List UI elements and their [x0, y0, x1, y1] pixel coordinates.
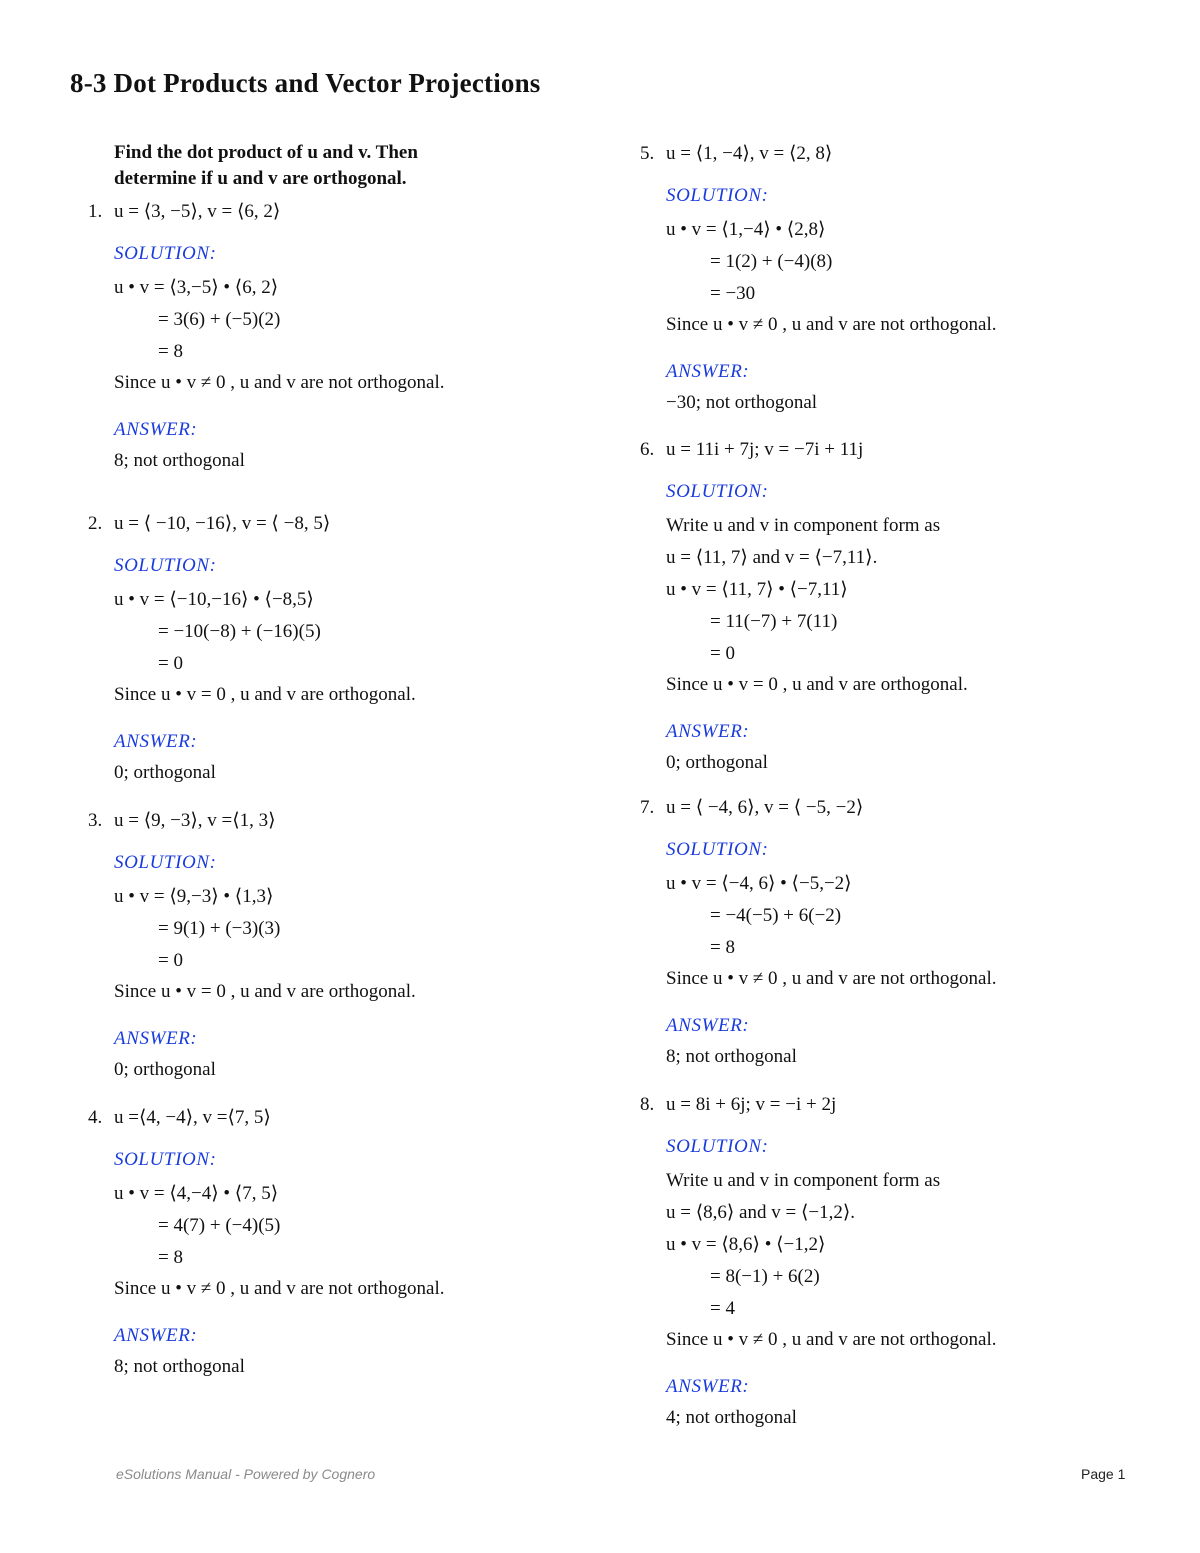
solution-step: = 0	[158, 950, 183, 971]
problem-1	[88, 198, 445, 476]
problem-statement	[640, 794, 997, 822]
problem-number: 5.	[640, 143, 655, 164]
problem-vectors: u = ⟨1, −4⟩, v = ⟨2, 8⟩	[666, 143, 833, 164]
conclusion: Since u • v = 0 , u and v are orthogonal.	[114, 684, 416, 705]
problem-body	[114, 552, 416, 788]
problem-number: 6.	[640, 439, 655, 460]
problem-7	[640, 794, 997, 1072]
answer-label: ANSWER:	[666, 1376, 750, 1397]
problem-body	[114, 1146, 445, 1382]
answer-text: 0; orthogonal	[666, 752, 768, 773]
answer-label: ANSWER:	[114, 1028, 198, 1049]
problem-number: 1.	[88, 201, 103, 222]
solution-step: = 8	[710, 937, 735, 958]
solution-step: u • v = ⟨11, 7⟩ • ⟨−7,11⟩	[666, 579, 848, 600]
solution-step: u • v = ⟨−10,−16⟩ • ⟨−8,5⟩	[114, 589, 314, 610]
problem-statement	[640, 1091, 997, 1119]
solution-step: = 8(−1) + 6(2)	[710, 1266, 820, 1287]
answer-label: ANSWER:	[666, 1015, 750, 1036]
page-title: 8-3 Dot Products and Vector Projections	[70, 68, 541, 98]
problem-vectors: u =⟨4, −4⟩, v =⟨7, 5⟩	[114, 1107, 271, 1128]
solution-step: u • v = ⟨−4, 6⟩ • ⟨−5,−2⟩	[666, 873, 852, 894]
solution-step: = 4	[710, 1298, 735, 1319]
answer-text: 8; not orthogonal	[666, 1046, 797, 1067]
answer-label: ANSWER:	[666, 361, 750, 382]
problem-6	[640, 436, 968, 778]
answer-text: −30; not orthogonal	[666, 392, 818, 413]
solution-step: u • v = ⟨4,−4⟩ • ⟨7, 5⟩	[114, 1183, 279, 1204]
instructions: Find the dot product of u and v. Then determine if u and v are orthogonal.	[114, 142, 418, 189]
problem-body	[114, 240, 445, 476]
solution-step: = 8	[158, 341, 183, 362]
solution-step: = 9(1) + (−3)(3)	[158, 918, 281, 939]
problem-statement	[640, 436, 968, 464]
answer-label: ANSWER:	[114, 1325, 198, 1346]
solution-step: = −10(−8) + (−16)(5)	[158, 621, 321, 642]
component-form-line: Write u and v in component form as	[666, 515, 941, 536]
solution-step: u • v = ⟨3,−5⟩ • ⟨6, 2⟩	[114, 277, 279, 298]
problem-3	[88, 807, 416, 1085]
answer-text: 8; not orthogonal	[114, 450, 245, 471]
solution-step: = −30	[710, 283, 756, 304]
conclusion: Since u • v = 0 , u and v are orthogonal.	[114, 981, 416, 1002]
solution-step: = 8	[158, 1247, 183, 1268]
problem-body	[666, 1133, 997, 1433]
solution-step: u • v = ⟨1,−4⟩ • ⟨2,8⟩	[666, 219, 826, 240]
solution-step: = 3(6) + (−5)(2)	[158, 309, 281, 330]
problem-vectors: u = ⟨3, −5⟩, v = ⟨6, 2⟩	[114, 201, 281, 222]
solution-step: u • v = ⟨9,−3⟩ • ⟨1,3⟩	[114, 886, 274, 907]
problem-5	[640, 140, 997, 418]
component-form-line: Write u and v in component form as	[666, 1170, 941, 1191]
answer-text: 8; not orthogonal	[114, 1356, 245, 1377]
solution-step: u • v = ⟨8,6⟩ • ⟨−1,2⟩	[666, 1234, 826, 1255]
left-column	[88, 140, 608, 1377]
conclusion: Since u • v ≠ 0 , u and v are not orthogonal.	[114, 1278, 445, 1299]
conclusion: Since u • v ≠ 0 , u and v are not orthogonal.	[666, 314, 997, 335]
answer-text: 0; orthogonal	[114, 762, 216, 783]
problem-statement	[640, 140, 997, 168]
problem-number: 7.	[640, 797, 655, 818]
problem-statement	[88, 1104, 445, 1132]
problem-4	[88, 1104, 445, 1382]
component-form-line: u = ⟨11, 7⟩ and v = ⟨−7,11⟩.	[666, 547, 878, 568]
solution-label: SOLUTION:	[114, 1149, 217, 1170]
problem-number: 3.	[88, 810, 103, 831]
solution-label: SOLUTION:	[666, 185, 769, 206]
conclusion: Since u • v ≠ 0 , u and v are not orthogonal.	[666, 968, 997, 989]
problem-body	[666, 182, 997, 418]
solution-label: SOLUTION:	[114, 243, 217, 264]
problem-2	[88, 510, 416, 788]
problem-statement	[88, 807, 416, 835]
solution-label: SOLUTION:	[666, 839, 769, 860]
solution-step: = 11(−7) + 7(11)	[710, 611, 838, 632]
solution-step: = 1(2) + (−4)(8)	[710, 251, 833, 272]
problem-body	[114, 849, 416, 1085]
footer-credit: eSolutions Manual - Powered by Cognero	[116, 1466, 376, 1482]
solution-step: = 0	[710, 643, 735, 664]
problem-body	[666, 478, 968, 778]
problem-statement	[88, 510, 416, 538]
problem-body	[666, 836, 997, 1072]
solution-label: SOLUTION:	[114, 555, 217, 576]
solution-step: = −4(−5) + 6(−2)	[710, 905, 842, 926]
problem-vectors: u = ⟨ −10, −16⟩, v = ⟨ −8, 5⟩	[114, 513, 331, 534]
problem-number: 2.	[88, 513, 103, 534]
answer-text: 0; orthogonal	[114, 1059, 216, 1080]
solution-label: SOLUTION:	[114, 852, 217, 873]
answer-text: 4; not orthogonal	[666, 1407, 797, 1428]
answer-label: ANSWER:	[114, 731, 198, 752]
problem-vectors: u = ⟨ −4, 6⟩, v = ⟨ −5, −2⟩	[666, 797, 864, 818]
problem-8	[640, 1091, 997, 1433]
problem-number: 8.	[640, 1094, 655, 1115]
component-form-line: u = ⟨8,6⟩ and v = ⟨−1,2⟩.	[666, 1202, 855, 1223]
problem-vectors: u = 11i + 7j; v = −7i + 11j	[666, 439, 864, 460]
solution-label: SOLUTION:	[666, 1136, 769, 1157]
solution-step: = 0	[158, 653, 183, 674]
conclusion: Since u • v ≠ 0 , u and v are not orthogonal.	[114, 372, 445, 393]
answer-label: ANSWER:	[666, 721, 750, 742]
conclusion: Since u • v ≠ 0 , u and v are not orthogonal.	[666, 1329, 997, 1350]
problem-number: 4.	[88, 1107, 103, 1128]
solution-label: SOLUTION:	[666, 481, 769, 502]
problem-statement	[88, 198, 445, 226]
problem-vectors: u = 8i + 6j; v = −i + 2j	[666, 1094, 837, 1115]
answer-label: ANSWER:	[114, 419, 198, 440]
problem-vectors: u = ⟨9, −3⟩, v =⟨1, 3⟩	[114, 810, 276, 831]
page-number: Page 1	[1081, 1466, 1126, 1482]
conclusion: Since u • v = 0 , u and v are orthogonal.	[666, 674, 968, 695]
solution-step: = 4(7) + (−4)(5)	[158, 1215, 281, 1236]
